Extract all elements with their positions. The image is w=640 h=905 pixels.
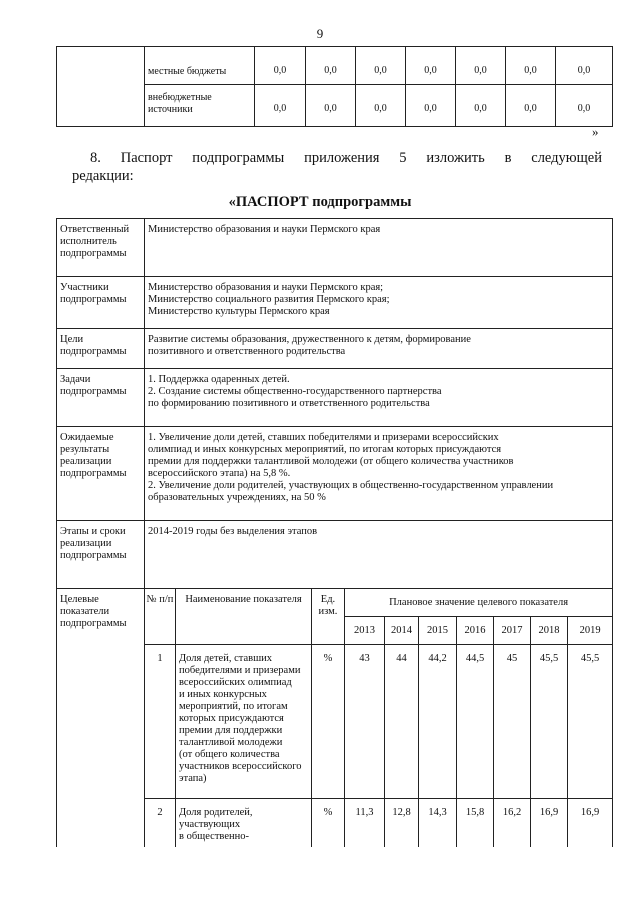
expected-line: всероссийского этапа) на 5,8 %. [148,468,291,479]
indicator-line: в общественно- [179,831,249,842]
label-goals: Цели подпрограммы [57,329,145,369]
expected-line: 1. Увеличение доли детей, ставших победителями и призерами всероссийских [148,432,499,443]
targets-header-row [57,589,613,617]
goal-line: позитивного и ответственного родительства [148,346,346,357]
value-cell: 0,0 [306,85,356,127]
value-cell: 0,0 [306,47,356,85]
expected-line: премии для поддержки талантливой молодежи (от общего количества участников [148,456,514,467]
row-label: местные бюджеты [145,47,255,85]
empty-cell [57,47,145,127]
funding-table [56,46,613,127]
expected-line: 2. Увеличение доли родителей, участвующих в общественно-государственном управлении [148,480,554,491]
header-unit: Ед. изм. [312,589,345,645]
value-cell: 0,0 [356,85,406,127]
label-participants: Участники подпрограммы [57,277,145,329]
indicator-line: победителями и призерами [179,665,301,676]
indicator-line: которых присуждаются [179,713,284,724]
value-goals [145,329,613,369]
header-num: № п/п [145,589,176,645]
value-cell: 15,8 [457,799,494,847]
indicator-name [176,799,312,847]
label-tasks: Задачи подпрограммы [57,369,145,427]
indicator-line: участников всероссийского [179,761,302,772]
row-tasks [57,369,613,427]
row-participants [57,277,613,329]
row-num: 1 [145,645,176,799]
indicator-line: Доля родителей, [179,807,253,818]
paragraph-line-1: 8. Паспорт подпрограммы приложения 5 изложить в следующей [90,150,602,166]
participant-line: Министерство культуры Пермского края [148,306,330,317]
expected-line: олимпиад и иных конкурсных мероприятий, по итогам которых присуждаются [148,444,502,455]
row-label: внебюджетные источники [145,85,255,127]
paragraph-line-2: редакции: [72,168,134,184]
unit-cell: % [312,799,345,847]
header-planned: Плановое значение целевого показателя [345,589,613,617]
value-cell: 0,0 [406,47,456,85]
passport-table [56,218,613,847]
value-cell: 44,5 [457,645,494,799]
expected-line: образовательных учреждениях, на 50 % [148,492,326,503]
value-cell: 0,0 [456,47,506,85]
indicator-line: всероссийских олимпиад [179,677,292,688]
indicator-line: этапа) [179,773,207,784]
row-goals [57,329,613,369]
value-responsible: Министерство образования и науки Пермского края [145,219,613,277]
indicator-name [176,645,312,799]
participant-line: Министерство социального развития Пермского края; [148,294,390,305]
year-cell: 2019 [568,617,613,645]
value-cell: 16,2 [494,799,531,847]
year-cell: 2016 [457,617,494,645]
value-cell: 0,0 [255,85,306,127]
label-responsible: Ответственный исполнитель подпрограммы [57,219,145,277]
value-cell: 44 [385,645,419,799]
task-line: 2. Создание системы общественно-государственного партнерства [148,386,442,397]
label-expected: Ожидаемые результаты реализации подпрограммы [57,427,145,521]
participant-line: Министерство образования и науки Пермского края; [148,282,384,293]
value-cell: 12,8 [385,799,419,847]
indicator-line: Доля детей, ставших [179,653,273,664]
year-cell: 2014 [385,617,419,645]
task-line: 1. Поддержка одаренных детей. [148,374,290,385]
header-name: Наименование показателя [176,589,312,645]
value-cell: 14,3 [419,799,457,847]
label-targets: Целевые показатели подпрограммы [57,589,145,847]
row-num: 2 [145,799,176,847]
indicator-line: премии для поддержки [179,725,283,736]
value-cell: 44,2 [419,645,457,799]
label-stages: Этапы и сроки реализации подпрограммы [57,521,145,589]
year-cell: 2013 [345,617,385,645]
year-cell: 2018 [531,617,568,645]
value-cell: 0,0 [556,47,613,85]
value-cell: 0,0 [255,47,306,85]
value-cell: 0,0 [406,85,456,127]
section-heading: «ПАСПОРТ подпрограммы [228,194,412,210]
value-cell: 45 [494,645,531,799]
goal-line: Развитие системы образования, дружественного к детям, формирование [148,334,471,345]
indicator-line: мероприятий, по итогам [179,701,288,712]
page-number: 9 [316,26,324,41]
value-cell: 0,0 [506,47,556,85]
unit-cell: % [312,645,345,799]
year-cell: 2015 [419,617,457,645]
value-cell: 45,5 [531,645,568,799]
indicator-line: участвующих [179,819,241,830]
value-cell: 0,0 [506,85,556,127]
row-expected [57,427,613,521]
task-line: по формированию позитивного и ответственного родительства [148,398,430,409]
value-cell: 45,5 [568,645,613,799]
value-cell: 0,0 [456,85,506,127]
value-participants [145,277,613,329]
value-cell: 16,9 [531,799,568,847]
indicator-line: и иных конкурсных [179,689,267,700]
indicator-line: (от общего количества [179,749,280,760]
value-expected [145,427,613,521]
closing-quote: » [592,124,599,139]
row-responsible [57,219,613,277]
value-tasks [145,369,613,427]
value-cell: 43 [345,645,385,799]
year-cell: 2017 [494,617,531,645]
value-cell: 0,0 [556,85,613,127]
value-cell: 11,3 [345,799,385,847]
funding-row-local [57,47,613,85]
value-cell: 16,9 [568,799,613,847]
value-cell: 0,0 [356,47,406,85]
value-stages: 2014-2019 годы без выделения этапов [145,521,613,589]
indicator-line: талантливой молодежи [179,737,283,748]
row-stages [57,521,613,589]
